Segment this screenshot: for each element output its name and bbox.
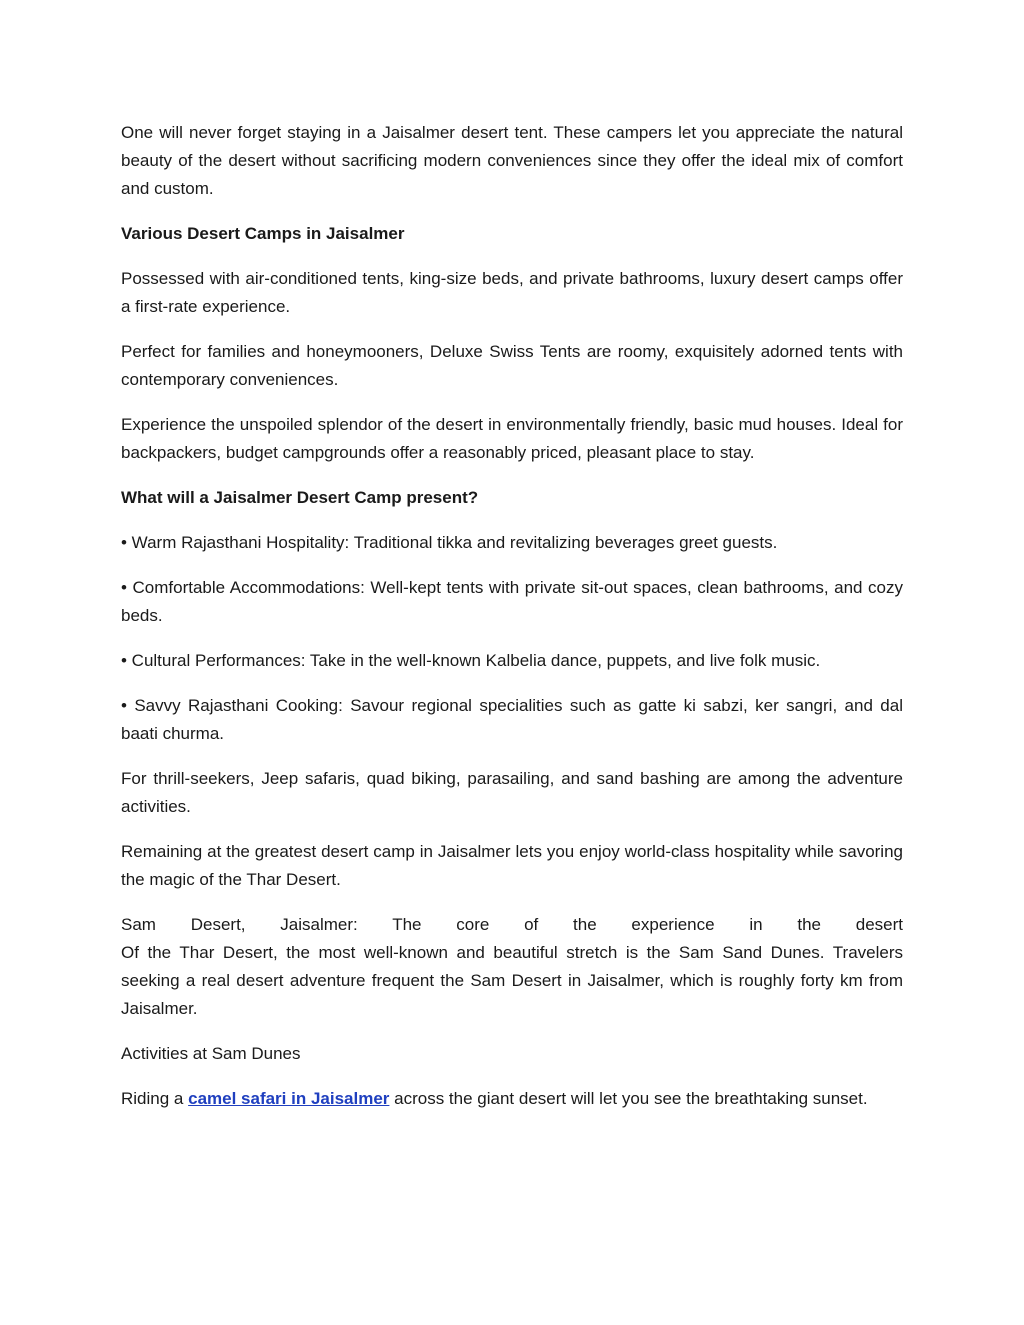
bullet-hospitality: • Warm Rajasthani Hospitality: Traditional tikka and revitalizing beverages greet guests.	[121, 533, 778, 552]
intro-paragraph: One will never forget staying in a Jaisalmer desert tent. These campers let you appreciate the natural beauty of the desert without sacrificing modern conveniences since they offer the ideal mix of comfort and custom.	[121, 123, 903, 198]
bullet-accommodations: • Comfortable Accommodations: Well-kept tents with private sit-out spaces, clean bathrooms, and cozy beds.	[121, 578, 903, 625]
riding-prefix: Riding a	[121, 1089, 189, 1108]
camel-safari-link[interactable]: camel safari in Jaisalmer	[188, 1089, 390, 1108]
present-heading: What will a Jaisalmer Desert Camp present?	[121, 488, 479, 507]
budget-camp-paragraph: Experience the unspoiled splendor of the desert in environmentally friendly, basic mud houses. Ideal for backpackers, budget campgrounds offer a reasonably priced, pleasant place to stay.	[121, 415, 903, 462]
camps-heading: Various Desert Camps in Jaisalmer	[121, 224, 405, 243]
activities-heading: Activities at Sam Dunes	[121, 1044, 301, 1063]
sam-desert-paragraph: Of the Thar Desert, the most well-known and beautiful stretch is the Sam Sand Dunes. Travelers seeking a real desert adventure frequent the Sam Desert in Jaisalmer, which is roughly forty km from Jaisalmer.	[121, 943, 903, 1018]
luxury-camp-paragraph: Possessed with air-conditioned tents, king-size beds, and private bathrooms, luxury desert camps offer a first-rate experience.	[121, 269, 903, 316]
document-page	[121, 119, 903, 1130]
remaining-paragraph: Remaining at the greatest desert camp in Jaisalmer lets you enjoy world-class hospitality while savoring the magic of the Thar Desert.	[121, 842, 903, 889]
riding-paragraph	[121, 1085, 903, 1113]
bullet-performances: • Cultural Performances: Take in the well-known Kalbelia dance, puppets, and live folk music.	[121, 651, 821, 670]
riding-suffix: across the giant desert will let you see the breathtaking sunset.	[389, 1089, 868, 1108]
adventure-paragraph: For thrill-seekers, Jeep safaris, quad biking, parasailing, and sand bashing are among the adventure activities.	[121, 769, 903, 816]
sam-desert-heading-line: Sam Desert, Jaisalmer: The core of the experience in the desert	[121, 915, 903, 934]
bullet-cooking: • Savvy Rajasthani Cooking: Savour regional specialities such as gatte ki sabzi, ker sangri, and dal baati churma.	[121, 696, 903, 743]
swiss-tent-paragraph: Perfect for families and honeymooners, Deluxe Swiss Tents are roomy, exquisitely adorned tents with contemporary conveniences.	[121, 342, 903, 389]
